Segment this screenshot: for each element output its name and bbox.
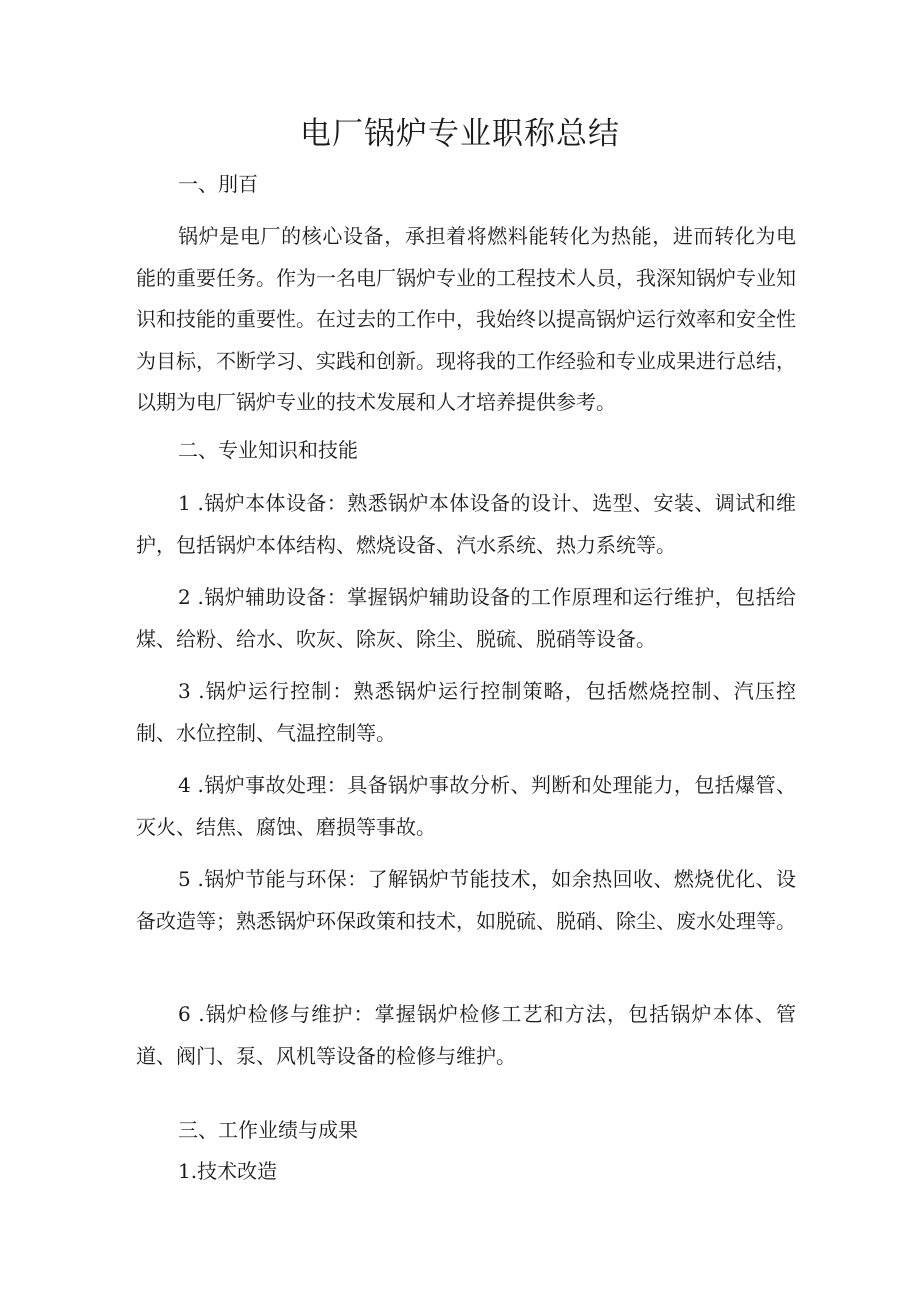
subsection-title-tech-upgrade: 1.技术改造	[178, 1159, 278, 1183]
skill-item-4: 4 .锅炉事故处理：具备锅炉事故分析、判断和处理能力，包括爆管、灭火、结焦、腐蚀、磨损等事故。	[136, 773, 796, 839]
intro-paragraph: 锅炉是电厂的核心设备，承担着将燃料能转化为热能，进而转化为电能的重要任务。作为一名电厂锅炉专业的工程技术人员，我深知锅炉专业知识和技能的重要性。在过去的工作中，我始终以提高锅炉运行效率和安全性为目标，不断学习、实践和创新。现将我的工作经验和专业成果进行总结，以期为电厂锅炉专业的技术发展和人才培养提供参考。	[136, 224, 796, 414]
section-heading-skills: 二、专业知识和技能	[178, 438, 358, 462]
document-title: 电厂锅炉专业职称总结	[300, 116, 620, 152]
skill-item-1: 1 .锅炉本体设备：熟悉锅炉本体设备的设计、选型、安装、调试和维护，包括锅炉本体结构、燃烧设备、汽水系统、热力系统等。	[136, 491, 796, 557]
section-heading-preface: 一、刖百	[178, 172, 258, 196]
skill-item-3: 3 .锅炉运行控制：熟悉锅炉运行控制策略，包括燃烧控制、汽压控制、水位控制、气温控制等。	[136, 679, 796, 745]
skill-item-6: 6 .锅炉检修与维护：掌握锅炉检修工艺和方法，包括锅炉本体、管道、阀门、泵、风机等设备的检修与维护。	[136, 1002, 796, 1068]
section-heading-achievements: 三、工作业绩与成果	[178, 1118, 358, 1142]
skill-item-2: 2 .锅炉辅助设备：掌握锅炉辅助设备的工作原理和运行维护，包括给煤、给粉、给水、吹灰、除灰、除尘、脱硫、脱硝等设备。	[136, 585, 796, 651]
skill-item-5: 5 .锅炉节能与环保：了解锅炉节能技术，如余热回收、燃烧优化、设备改造等；熟悉锅炉环保政策和技术，如脱硫、脱硝、除尘、废水处理等。	[136, 867, 796, 933]
